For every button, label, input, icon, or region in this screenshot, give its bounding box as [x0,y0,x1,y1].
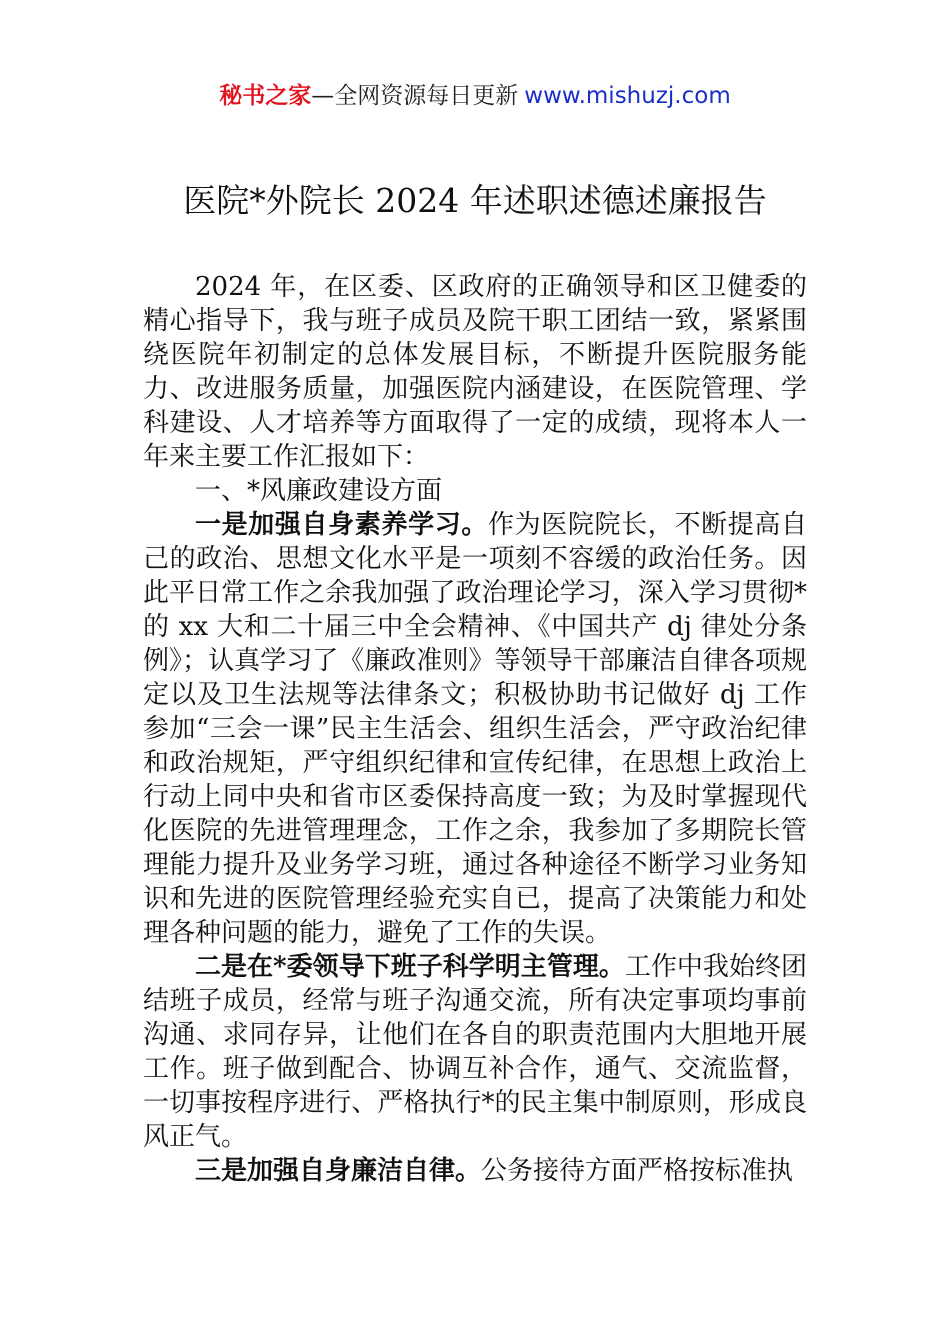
paragraph-point-3 [143,1154,807,1188]
site-header [0,80,950,112]
paragraph-intro [143,270,807,474]
document-body [143,270,807,1188]
point-lead: 一是加强自身素养学习。 [195,510,488,540]
brand-name: 秘书之家 [219,83,312,109]
paragraph-text: 公务接待方面严格按标准执 [481,1156,794,1186]
paragraph-point-1 [143,508,807,950]
header-tagline: —全网资源每日更新 [311,83,519,109]
site-url-link[interactable]: www.mishuzj.com [524,83,731,109]
paragraph-point-2 [143,950,807,1154]
point-lead: 三是加强自身廉洁自律。 [195,1156,482,1186]
document-title: 医院*外院长 2024 年述职述德述廉报告 [183,181,767,220]
section-heading-text: 一、*风廉政建设方面 [195,476,443,506]
paragraph-text: 工作中我始终团结班子成员，经常与班子沟通交流，所有决定事项均事前沟通、求同存异，让他们在各自的职责范围内大胆地开展工作。班子做到配合、协调互补合作，通气、交流监督，一切事按程序进行、严格执行*的民主集中制原则，形成良风正气。 [143,952,807,1152]
point-lead: 二是在*委领导下班子科学明主管理。 [195,952,625,982]
section-heading [143,474,807,508]
paragraph-text: 2024 年，在区委、区政府的正确领导和区卫健委的精心指导下，我与班子成员及院干职工团结一致，紧紧围绕医院年初制定的总体发展目标，不断提升医院服务能力、改进服务质量，加强医院内涵建设，在医院管理、学科建设、人才培养等方面取得了一定的成绩，现将本人一年来主要工作汇报如下： [143,272,807,472]
paragraph-text: 作为医院院长，不断提高自己的政治、思想文化水平是一项刻不容缓的政治任务。因此平日常工作之余我加强了政治理论学习，深入学习贯彻*的 xx 大和二十届三中全会精神、《中国共产 dj 律处分条例》；认真学习了《廉政准则》等领导干部廉洁自律各项规定以及卫生法规等法律条文；积极协助书记做好 dj 工作参加“三会一课”民主生活会、组织生活会，严守政治纪律和政治规矩，严守组织纪律和宣传纪律，在思想上政治上行动上同中央和省市区委保持高度一致；为及时掌握现代化医院的先进管理理念，工作之余，我参加了多期院长管理能力提升及业务学习班，通过各种途径不断学习业务知识和先进的医院管理经验充实自已，提高了决策能力和处理各种问题的能力，避免了工作的失误。 [143,510,807,948]
